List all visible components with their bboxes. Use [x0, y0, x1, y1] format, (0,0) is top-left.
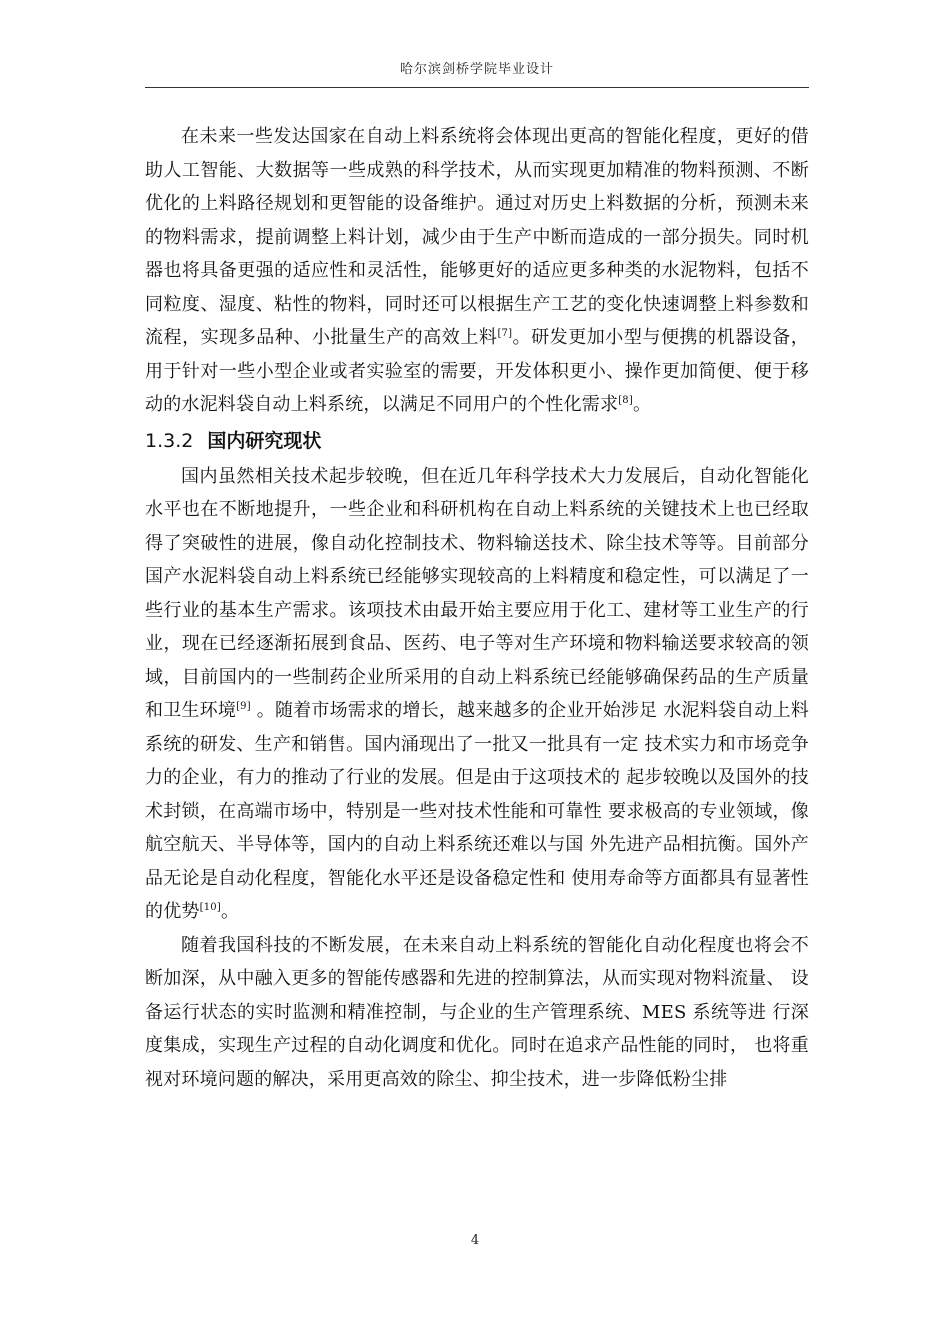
text-run: 国内虽然相关技术起步较晚，但在近几年科学技术大力发展后，自动化智能化水平也在不断地提升，一些企业和科研机构在自动上料系统的关键技术上也已经取得了突破性的进展，像自动化控制技术、物料输送技术、除尘技术等等。目前部分国产水泥料袋自动上料系统已经能够实现较高的上料精度和稳定性，可以满足了一些行业的基本生产需求。该项技术由最开始主要应用于化工、建材等工业生产的行业，现在已经逐渐拓展到食品、医药、电子等对生产环境和物料输送要求较高的领域，目前国内的一些制药企业所采用的自动上料系统已经能够确保药品的生产质量和卫生环境 [145, 465, 809, 721]
page-number: 4 [470, 1233, 480, 1248]
citation-reference: [10] [199, 902, 221, 913]
text-run: 。 [632, 394, 652, 415]
paragraph-foreign-research [145, 120, 809, 422]
citation-reference: [7] [497, 328, 513, 339]
section-heading [145, 422, 809, 460]
text-run: 。随着市场需求的增长，越来越多的企业开始涉足 水泥料袋自动上料系统的研发、生产和销售。国内涌现出了一批又一批具有一定 技术实力和市场竞争力的企业，有力的推动了行业的发展。但是由于这项技术的 起步较晚以及国外的技术封锁，在高端市场中，特别是一些对技术性能和可靠性 要求极高的专业领域，像航空航天、半导体等，国内的自动上料系统还难以与国 外先进产品相抗衡。国外产品无论是自动化程度，智能化水平还是设备稳定性和 使用寿命等方面都具有显著性的优势 [145, 700, 810, 922]
text-run: 随着我国科技的不断发展，在未来自动上料系统的智能化自动化程度也将会不断加深，从中融入更多的智能传感器和先进的控制算法，从而实现对物料流量、 设备运行状态的实时监测和精准控制，与企业的生产管理系统、MES 系统等进 行深度集成，实现生产过程的自动化调度和优化。同时在追求产品性能的同时， 也将重视对环境问题的解决，采用更高效的除尘、抑尘技术，进一步降低粉尘排 [145, 934, 809, 1090]
text-run: 在未来一些发达国家在自动上料系统将会体现出更高的智能化程度，更好的借助人工智能、大数据等一些成熟的科学技术，从而实现更加精准的物料预测、不断优化的上料路径规划和更智能的设备维护。通过对历史上料数据的分析，预测未来的物料需求，提前调整上料计划，减少由于生产中断而造成的一部分损失。同时机器也将具备更强的适应性和灵活性，能够更好的适应更多种类的水泥物料，包括不同粒度、湿度、粘性的物料，同时还可以根据生产工艺的变化快速调整上料参数和流程，实现多品种、小批量生产的高效上料 [145, 126, 809, 348]
text-run: 。 [220, 901, 240, 922]
paragraph-future-development [145, 929, 809, 1097]
document-body [145, 120, 809, 1096]
text-run: 。研发更加小型与便携的机器设备，用于针对一些小型企业或者实验室的需要，开发体积更小、操作更加简便、便于移动的水泥料袋自动上料系统，以满足不同用户的个性化需求 [145, 327, 809, 415]
header-rule [145, 87, 809, 88]
section-number: 1.3.2 [145, 429, 194, 452]
citation-reference: [9] [236, 701, 251, 712]
section-title: 国内研究现状 [207, 429, 322, 452]
citation-reference: [8] [618, 395, 633, 406]
paragraph-domestic-research [145, 460, 809, 929]
page-header: 哈尔滨剑桥学院毕业设计 [399, 62, 554, 77]
